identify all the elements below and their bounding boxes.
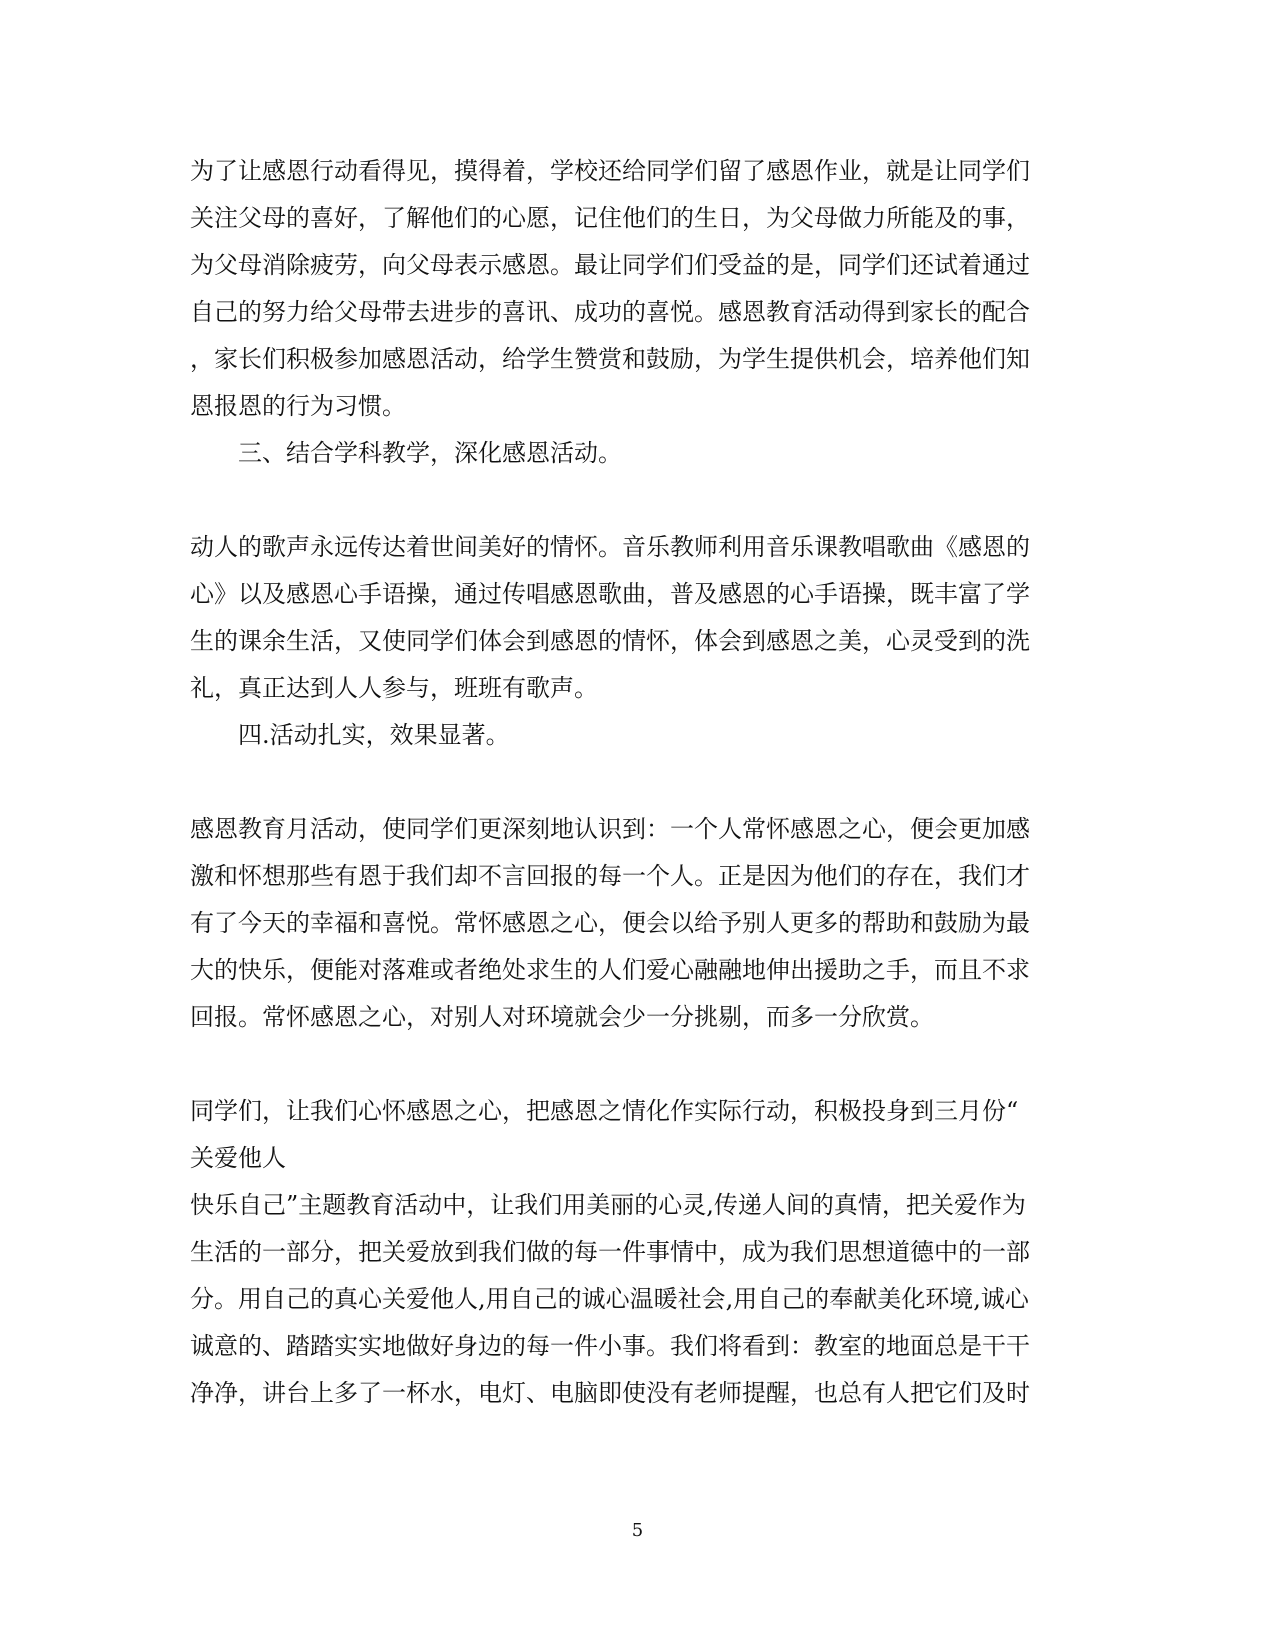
section-heading: 四.活动扎实，效果显著。 — [238, 721, 510, 749]
text-line: 净净，讲台上多了一杯水，电灯、电脑即使没有老师提醒，也总有人把它们及时 — [190, 1379, 1030, 1407]
text-line: 恩报恩的行为习惯。 — [190, 392, 406, 420]
text-line: 自己的努力给父母带去进步的喜讯、成功的喜悦。感恩教育活动得到家长的配合 — [190, 298, 1030, 326]
text-line: 心》以及感恩心手语操，通过传唱感恩歌曲，普及感恩的心手语操，既丰富了学 — [190, 580, 1030, 608]
text-line: 快乐自己”主题教育活动中，让我们用美丽的心灵,传递人间的真情，把关爱作为 — [190, 1191, 1026, 1219]
text-line: 关注父母的喜好，了解他们的心愿，记住他们的生日，为父母做力所能及的事， — [190, 204, 1030, 232]
text-line: 回报。常怀感恩之心，对别人对环境就会少一分挑剔，而多一分欣赏。 — [190, 1003, 934, 1031]
page-number: 5 — [631, 1520, 644, 1541]
text-line: 生的课余生活，又使同学们体会到感恩的情怀，体会到感恩之美，心灵受到的洗 — [190, 627, 1030, 655]
text-line: 大的快乐，便能对落难或者绝处求生的人们爱心融融地伸出援助之手，而且不求 — [190, 956, 1030, 984]
text-line: 同学们，让我们心怀感恩之心，把感恩之情化作实际行动，积极投身到三月份“ — [190, 1097, 1019, 1125]
text-line: 感恩教育月活动，使同学们更深刻地认识到：一个人常怀感恩之心，便会更加感 — [190, 815, 1030, 843]
text-line: 为父母消除疲劳，向父母表示感恩。最让同学们们受益的是，同学们还试着通过 — [190, 251, 1030, 279]
text-line: 为了让感恩行动看得见，摸得着，学校还给同学们留了感恩作业，就是让同学们 — [190, 157, 1030, 185]
text-line: 诚意的、踏踏实实地做好身边的每一件小事。我们将看到：教室的地面总是干干 — [190, 1332, 1030, 1360]
text-line: ，家长们积极参加感恩活动，给学生赞赏和鼓励，为学生提供机会，培养他们知 — [190, 345, 1030, 373]
text-line: 礼，真正达到人人参与，班班有歌声。 — [190, 674, 598, 702]
text-line: 分。用自己的真心关爱他人,用自己的诚心温暖社会,用自己的奉献美化环境,诚心 — [190, 1285, 1029, 1313]
text-line: 生活的一部分，把关爱放到我们做的每一件事情中，成为我们思想道德中的一部 — [190, 1238, 1030, 1266]
text-line: 激和怀想那些有恩于我们却不言回报的每一个人。正是因为他们的存在，我们才 — [190, 862, 1030, 890]
text-line: 动人的歌声永远传达着世间美好的情怀。音乐教师利用音乐课教唱歌曲《感恩的 — [190, 533, 1030, 561]
text-line: 关爱他人 — [190, 1144, 286, 1172]
text-line: 有了今天的幸福和喜悦。常怀感恩之心，便会以给予别人更多的帮助和鼓励为最 — [190, 909, 1030, 937]
section-heading: 三、结合学科教学，深化感恩活动。 — [238, 439, 622, 467]
